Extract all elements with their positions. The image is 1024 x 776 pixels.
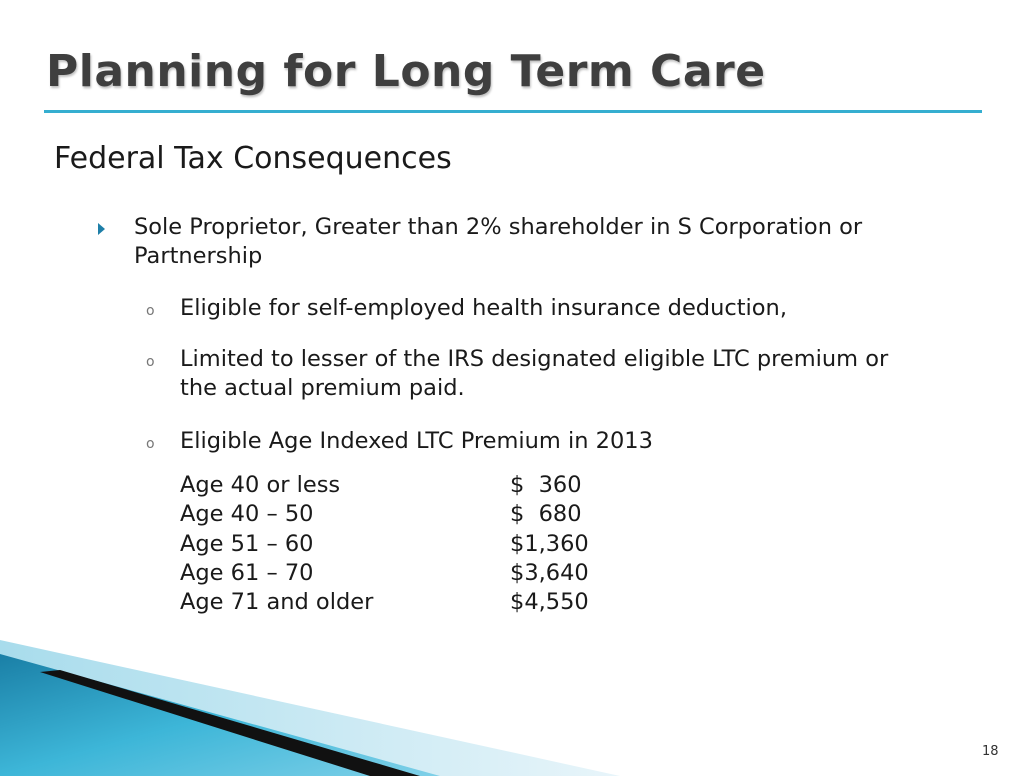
sub-bullet-marker: o [146,303,155,319]
table-row [180,530,600,559]
table-row [180,471,600,500]
age-range: Age 71 and older [180,589,374,616]
age-range: Age 51 – 60 [180,530,314,557]
sub-bullet-marker: o [146,354,155,370]
sub-bullet-text: Eligible Age Indexed LTC Premium in 2013 [180,428,653,454]
sub-bullet-marker: o [146,436,155,452]
corner-decoration [0,640,620,776]
premium-amount: $ 360 [510,472,582,498]
premium-amount: $ 680 [510,501,582,528]
premium-table [180,471,600,617]
title-underline [44,110,982,113]
page-number: 18 [982,744,999,759]
age-range: Age 40 – 50 [180,501,314,528]
table-row [180,588,600,617]
age-range: Age 61 – 70 [180,559,314,586]
slide-subtitle: Federal Tax Consequences [54,141,452,176]
table-row [180,500,600,529]
sub-bullet-text: Eligible for self-employed health insurance deduction, [180,295,787,321]
slide-title: Planning for Long Term Care [46,46,766,97]
age-range: Age 40 or less [180,472,341,498]
sub-bullet-text: Limited to lesser of the IRS designated eligible LTC premium or the actual premium paid. [180,346,889,401]
premium-amount: $3,640 [510,559,589,586]
premium-amount: $4,550 [510,589,589,616]
premium-amount: $1,360 [510,530,589,557]
table-row [180,559,600,588]
bullet-text: Sole Proprietor, Greater than 2% shareholder in S Corporation or Partnership [134,214,863,269]
triangle-right-icon [98,223,105,235]
